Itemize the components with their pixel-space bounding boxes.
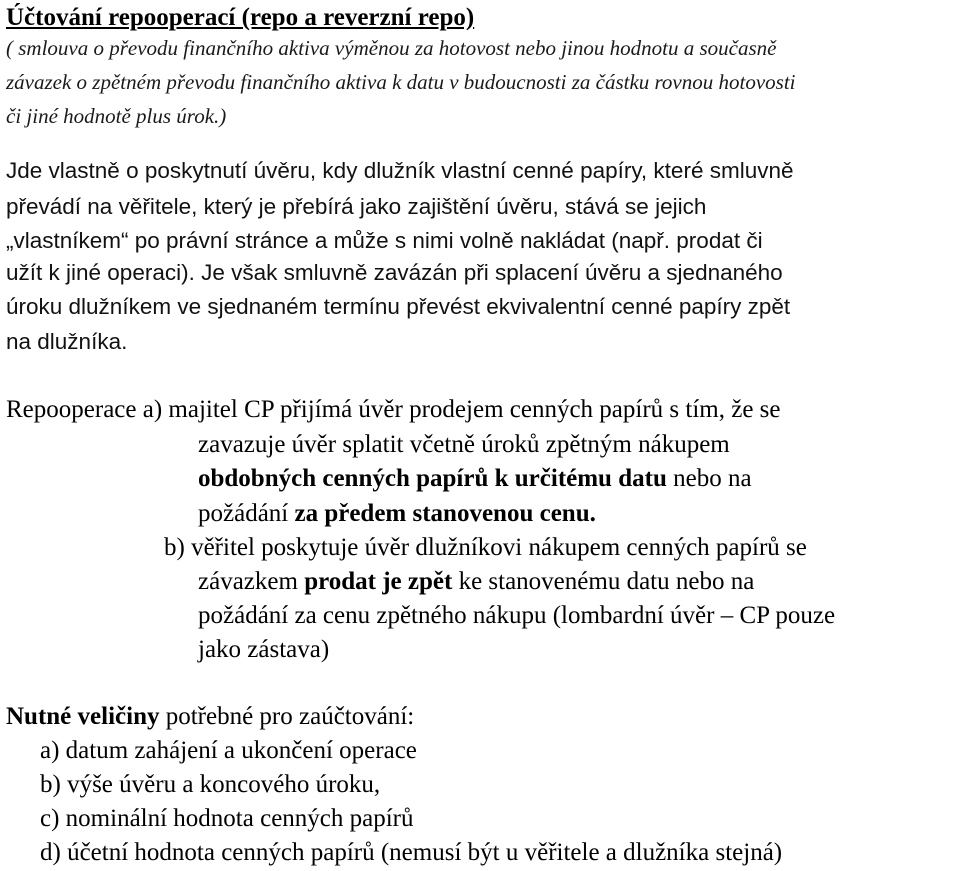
repo-b-line-2-rest: ke stanovenému datu nebo na <box>452 568 755 595</box>
repo-b-line-2-bold: prodat je zpět <box>304 568 453 595</box>
required-item-c: c) nominální hodnota cenných papírů <box>40 805 414 832</box>
page-title: Účtování repooperací (repo a reverzní repo) <box>6 4 475 31</box>
subtitle-line-3: či jiné hodnotě plus úrok.) <box>6 104 227 128</box>
paragraph-line-4: užít k jiné operaci). Je však smluvně zavázán při splacení úvěru a sjednaného <box>6 260 783 285</box>
repo-a-line-4-bold: za předem stanovenou cenu. <box>294 500 596 527</box>
repo-b-line-3: požádání za cenu zpětného nákupu (lombardní úvěr – CP pouze <box>198 602 836 629</box>
required-heading <box>6 704 414 729</box>
paragraph-line-5: úroku dlužníkem ve sjednaném termínu převést ekvivalentní cenné papíry zpět <box>6 294 791 319</box>
repo-a-line-4-start: požádání <box>198 500 295 527</box>
repo-a-line-3-bold: obdobných cenných papírů k určitému datu <box>198 465 667 492</box>
required-heading-rest: potřebné pro zaúčtování: <box>159 703 415 730</box>
repo-b-line-2 <box>198 569 754 594</box>
repo-a-line-4 <box>198 501 596 526</box>
repo-a-line-3 <box>198 466 752 491</box>
subtitle-line-1: ( smlouva o převodu finančního aktiva výměnou za hotovost nebo jinou hodnotu a současně <box>6 36 777 60</box>
required-item-d: d) účetní hodnota cenných papírů (nemusí být u věřitele a dlužníka stejná) <box>40 839 783 866</box>
repo-a-line-1: Repooperace a) majitel CP přijímá úvěr prodejem cenných papírů s tím, že se <box>6 396 781 423</box>
repo-b-line-2-start: závazkem <box>198 568 305 595</box>
paragraph-line-2: převádí na věřitele, který je přebírá jako zajištění úvěru, stává se jejich <box>6 194 707 219</box>
paragraph-line-1: Jde vlastně o poskytnutí úvěru, kdy dlužník vlastní cenné papíry, které smluvně <box>6 158 794 183</box>
paragraph-line-3: „vlastníkem“ po právní stránce a může s nimi volně nakládat (např. prodat či <box>6 228 763 253</box>
repo-a-line-3-rest: nebo na <box>666 465 752 492</box>
required-heading-bold: Nutné veličiny <box>6 703 160 730</box>
subtitle-line-2: závazek o zpětném převodu finančního aktiva k datu v budoucnosti za částku rovnou hotovosti <box>6 70 796 94</box>
required-item-a: a) datum zahájení a ukončení operace <box>40 737 417 764</box>
repo-b-line-1: b) věřitel poskytuje úvěr dlužníkovi nákupem cenných papírů se <box>164 534 807 561</box>
paragraph-line-6: na dlužníka. <box>6 329 128 354</box>
repo-b-line-4: jako zástava) <box>198 636 330 663</box>
repo-a-line-2: zavazuje úvěr splatit včetně úroků zpětným nákupem <box>198 431 730 458</box>
required-item-b: b) výše úvěru a koncového úroku, <box>40 771 381 798</box>
